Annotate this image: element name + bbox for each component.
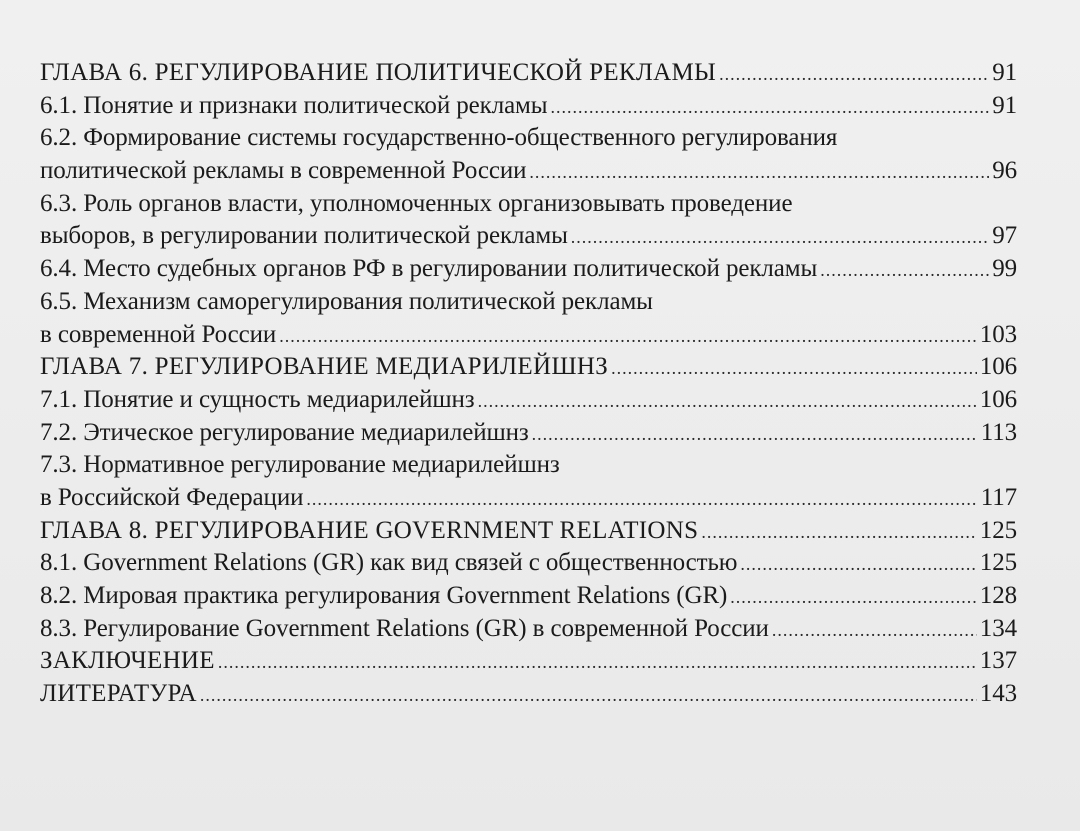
toc-entry-title: 6.5. Механизм саморегулирования политической рекламы (40, 287, 653, 315)
toc-entry-6-1 (40, 90, 1017, 123)
toc-page-number: 106 (979, 385, 1017, 413)
toc-entry-title-continued: в современной России (40, 320, 277, 348)
dot-leader (306, 483, 977, 516)
toc-page-number: 128 (979, 582, 1017, 609)
toc-entry-literature (40, 678, 1017, 711)
toc-page-number: 103 (979, 320, 1017, 348)
toc-entry-7-3-first-line (40, 449, 1017, 482)
toc-entry-title: 6.1. Понятие и признаки политической рекламы (40, 91, 548, 119)
toc-entry-6-5-first-line (40, 286, 1017, 319)
dot-leader (532, 418, 978, 451)
toc-entry-8-3 (40, 613, 1017, 646)
toc-entry-chapter-7 (40, 351, 1017, 384)
toc-page-number: 125 (979, 549, 1017, 577)
toc-entry-title: 8.2. Мировая практика регулирования Government Relations (GR) (40, 582, 728, 609)
dot-leader (820, 254, 989, 287)
toc-entry-title: 6.4. Место судебных органов РФ в регулировании политической рекламы (40, 255, 818, 283)
toc-entry-title: ЛИТЕРАТУРА (40, 680, 197, 708)
toc-entry-title: 6.2. Формирование системы государственно-общественного регулирования (40, 124, 838, 152)
toc-entry-title-continued: в Российской Федерации (40, 483, 304, 511)
toc-entry-chapter-6 (40, 57, 1017, 90)
dot-leader (701, 516, 976, 549)
toc-entry-8-1 (40, 547, 1017, 580)
toc-entry-title-continued: выборов, в регулировании политической рекламы (40, 222, 568, 250)
dot-leader (279, 320, 977, 353)
toc-entry-7-3-second-line (40, 482, 1017, 515)
toc-entry-title-continued: политической рекламы в современной России (40, 157, 527, 185)
toc-page-number: 134 (979, 614, 1017, 642)
toc-entry-6-3-first-line (40, 188, 1017, 221)
dot-leader (200, 679, 977, 712)
toc-page-number: 91 (992, 59, 1017, 86)
toc-entry-6-2-first-line (40, 122, 1017, 155)
toc-entry-title: 8.1. Government Relations (GR) как вид связей с общественностью (40, 549, 738, 577)
toc-entry-6-3-second-line (40, 220, 1017, 253)
dot-leader (550, 91, 989, 124)
toc-page-number: 91 (992, 91, 1017, 119)
toc-entry-chapter-8 (40, 515, 1017, 548)
dot-leader (611, 352, 977, 385)
toc-entry-title: ГЛАВА 8. РЕГУЛИРОВАНИЕ GOVERNMENT RELATIONS (40, 516, 699, 544)
toc-entry-title: 7.2. Этическое регулирование медиарилейшнз (40, 418, 529, 446)
dot-leader (730, 581, 977, 614)
toc-entry-title: 7.1. Понятие и сущность медиарилейшнз (40, 385, 475, 413)
table-of-contents (40, 57, 1017, 711)
toc-page-number: 106 (979, 353, 1017, 381)
dot-leader (571, 221, 989, 254)
dot-leader (478, 385, 977, 418)
dot-leader (772, 614, 977, 647)
toc-entry-title: ЗАКЛЮЧЕНИЕ (40, 647, 215, 675)
toc-entry-title: 6.3. Роль органов власти, уполномоченных организовывать проведение (40, 189, 793, 217)
dot-leader (719, 58, 989, 91)
toc-entry-title: 7.3. Нормативное регулирование медиарилейшнз (40, 451, 560, 479)
toc-page-number: 143 (979, 680, 1017, 708)
toc-page-number: 97 (992, 222, 1017, 250)
dot-leader (218, 646, 977, 679)
toc-page-number: 117 (980, 483, 1017, 511)
toc-page-number: 96 (992, 157, 1017, 185)
toc-entry-7-1 (40, 384, 1017, 417)
toc-entry-7-2 (40, 417, 1017, 450)
toc-entry-title: ГЛАВА 6. РЕГУЛИРОВАНИЕ ПОЛИТИЧЕСКОЙ РЕКЛАМЫ (40, 59, 717, 86)
toc-entry-8-2 (40, 580, 1017, 613)
toc-entry-title: 8.3. Регулирование Government Relations (GR) в современной России (40, 614, 769, 642)
toc-page-number: 113 (980, 418, 1017, 446)
toc-entry-6-4 (40, 253, 1017, 286)
toc-entry-6-5-second-line (40, 319, 1017, 352)
dot-leader (740, 548, 976, 581)
toc-page-number: 125 (979, 516, 1017, 544)
toc-page-number: 99 (992, 255, 1017, 283)
dot-leader (529, 156, 989, 189)
toc-entry-title: ГЛАВА 7. РЕГУЛИРОВАНИЕ МЕДИАРИЛЕЙШНЗ (40, 353, 609, 381)
toc-entry-6-2-second-line (40, 155, 1017, 188)
toc-page-number: 137 (979, 647, 1017, 675)
toc-entry-conclusion (40, 645, 1017, 678)
